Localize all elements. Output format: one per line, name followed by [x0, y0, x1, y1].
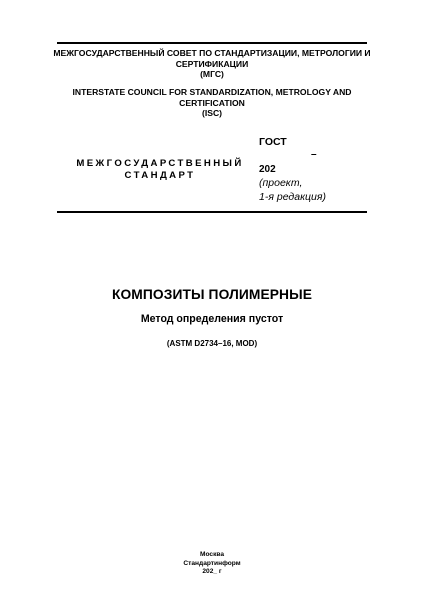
- standard-type-line-1: МЕЖГОСУДАРСТВЕННЫЙ: [76, 158, 244, 169]
- imprint-year: 202_ г: [202, 568, 222, 576]
- standard-designation: [259, 136, 369, 203]
- gost-year: 202: [259, 164, 276, 175]
- standard-type-line-2: СТАНДАРТ: [124, 170, 196, 181]
- council-en-line-2: CERTIFICATION: [179, 97, 245, 108]
- council-en-line-1: INTERSTATE COUNCIL FOR STANDARDIZATION, METROLOGY AND: [72, 87, 352, 97]
- gost-label: ГОСТ: [259, 136, 287, 148]
- document-title: КОМПОЗИТЫ ПОЛИМЕРНЫЕ: [111, 287, 313, 302]
- astm-reference: (ASTM D2734–16, MOD): [166, 339, 258, 348]
- council-name-ru: [50, 48, 374, 80]
- council-ru-abbrev: (МГС): [200, 69, 224, 79]
- top-divider: [57, 42, 367, 44]
- imprint: [0, 551, 424, 577]
- council-ru-line-2: СЕРТИФИКАЦИИ: [175, 58, 249, 69]
- council-name-en: [50, 87, 374, 119]
- document-subtitle: Метод определения пустот: [140, 313, 284, 325]
- imprint-publisher: Стандартинформ: [183, 559, 241, 567]
- draft-note-line-1: (проект,: [259, 177, 303, 189]
- council-en-abbrev: (ISC): [201, 108, 223, 118]
- middle-divider: [57, 211, 367, 213]
- council-ru-line-1: МЕЖГОСУДАРСТВЕННЫЙ СОВЕТ ПО СТАНДАРТИЗАЦИИ, МЕТРОЛОГИИ И: [53, 48, 371, 58]
- standard-type: [60, 158, 260, 182]
- imprint-city: Москва: [199, 551, 225, 558]
- draft-note-line-2: 1-я редакция): [259, 190, 326, 203]
- gost-number-dash: –: [311, 149, 317, 160]
